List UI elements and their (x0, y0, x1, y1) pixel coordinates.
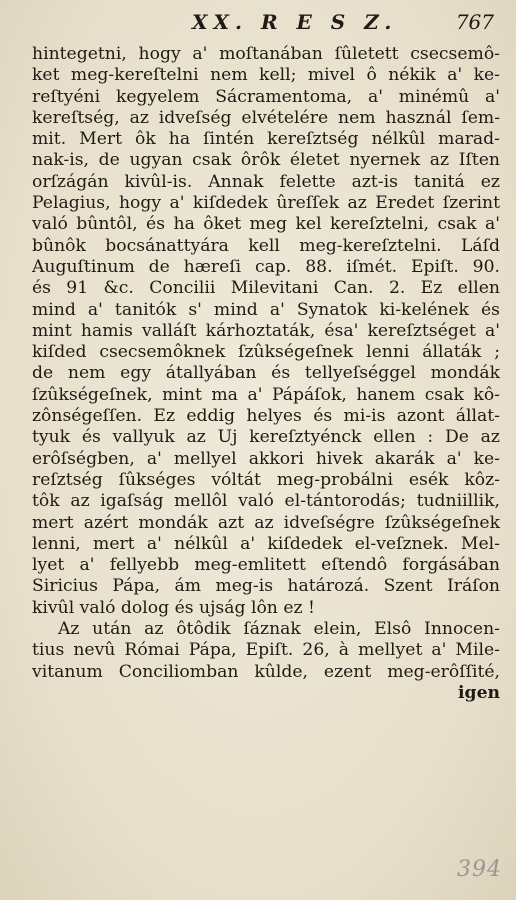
text-line: tius nevû Római Pápa, Epiſt. 26, à mellyet a' Mile- (32, 640, 500, 661)
text-line: mind a' tanitók s' mind a' Synatok ki-kelének és (32, 299, 500, 320)
text-line: reſztség ſûkséges vóltát meg-probálni esék kôz- (32, 469, 500, 490)
text-line: reſtyéni kegyelem Sácramentoma, a' minémû a' (32, 86, 500, 107)
body-text (32, 44, 500, 704)
text-line: kereſtség, az idveſség elvételére nem használ ſem- (32, 107, 500, 128)
text-line: lyet a' fellyebb meg-emlitett eſtendô forgásában (32, 555, 500, 576)
text-line: Az után az ôtôdik ſáznak elein, Elsô Innocen- (58, 619, 500, 640)
text-line: mert azért mondák azt az idveſségre ſzûkségeſnek (32, 512, 500, 533)
text-line: tôk az igaſság mellôl való el-tántorodás; tudniillik, (32, 491, 500, 512)
text-line: bûnôk bocsánattyára kell meg-kereſztelni. Láſd (32, 235, 500, 256)
text-line: igen (458, 682, 500, 703)
chapter-heading: XX. R E S Z. (192, 10, 398, 34)
text-line: mint hamis valláſt kárhoztaták, ésa' kereſztséget a' (32, 320, 500, 341)
text-line: Pelagius, hogy a' kiſdedek ûreſſek az Eredet ſzerint (32, 193, 500, 214)
text-line: és 91 &c. Concilii Milevitani Can. 2. Ez ellen (32, 278, 500, 299)
text-line: tyuk és vallyuk az Uj kereſztyénck ellen : De az (32, 427, 500, 448)
text-line: mit. Mert ôk ha ſintén kereſztség nélkûl marad- (32, 129, 500, 150)
text-line: Auguſtinum de hæreſi cap. 88. iſmét. Epiſt. 90. (32, 256, 500, 277)
text-line: orſzágán kivûl-is. Annak felette azt-is tanitá ez (32, 171, 500, 192)
text-line: nak-is, de ugyan csak ôrôk életet nyernek az Iſten (32, 150, 500, 171)
text-line: ket meg-kereſtelni nem kell; mivel ô nékik a' ke- (32, 65, 500, 86)
handwritten-signature-mark: 394 (457, 857, 502, 882)
text-line: Siricius Pápa, ám meg-is határozá. Szent Iráſon (32, 576, 500, 597)
text-line: ſzûkségeſnek, mint ma a' Pápáſok, hanem csak kô- (32, 384, 500, 405)
text-line: erôſségben, a' mellyel akkori hivek akarák a' ke- (32, 448, 500, 469)
text-line: vitanum Conciliomban kûlde, ezent meg-erôſſité, (32, 661, 500, 682)
text-line: hintegetni, hogy a' moſtanában ſûletett csecsemô- (32, 44, 500, 64)
running-header (0, 10, 516, 38)
text-line: kivûl való dolog és ujság lôn ez ! (32, 597, 315, 618)
text-line: de nem egy átallyában és tellyeſséggel mondák (32, 363, 500, 384)
text-line: kiſded csecsemôknek ſzûkségeſnek lenni állaták ; (32, 342, 500, 363)
text-line: zônségeſſen. Ez eddig helyes és mi-is azont állat- (32, 406, 500, 427)
text-line: való bûntôl, és ha ôket meg kel kereſztelni, csak a' (32, 214, 500, 235)
text-line: lenni, mert a' nélkûl a' kiſdedek el-veſznek. Mel- (32, 533, 500, 554)
page-number: 767 (455, 10, 494, 34)
